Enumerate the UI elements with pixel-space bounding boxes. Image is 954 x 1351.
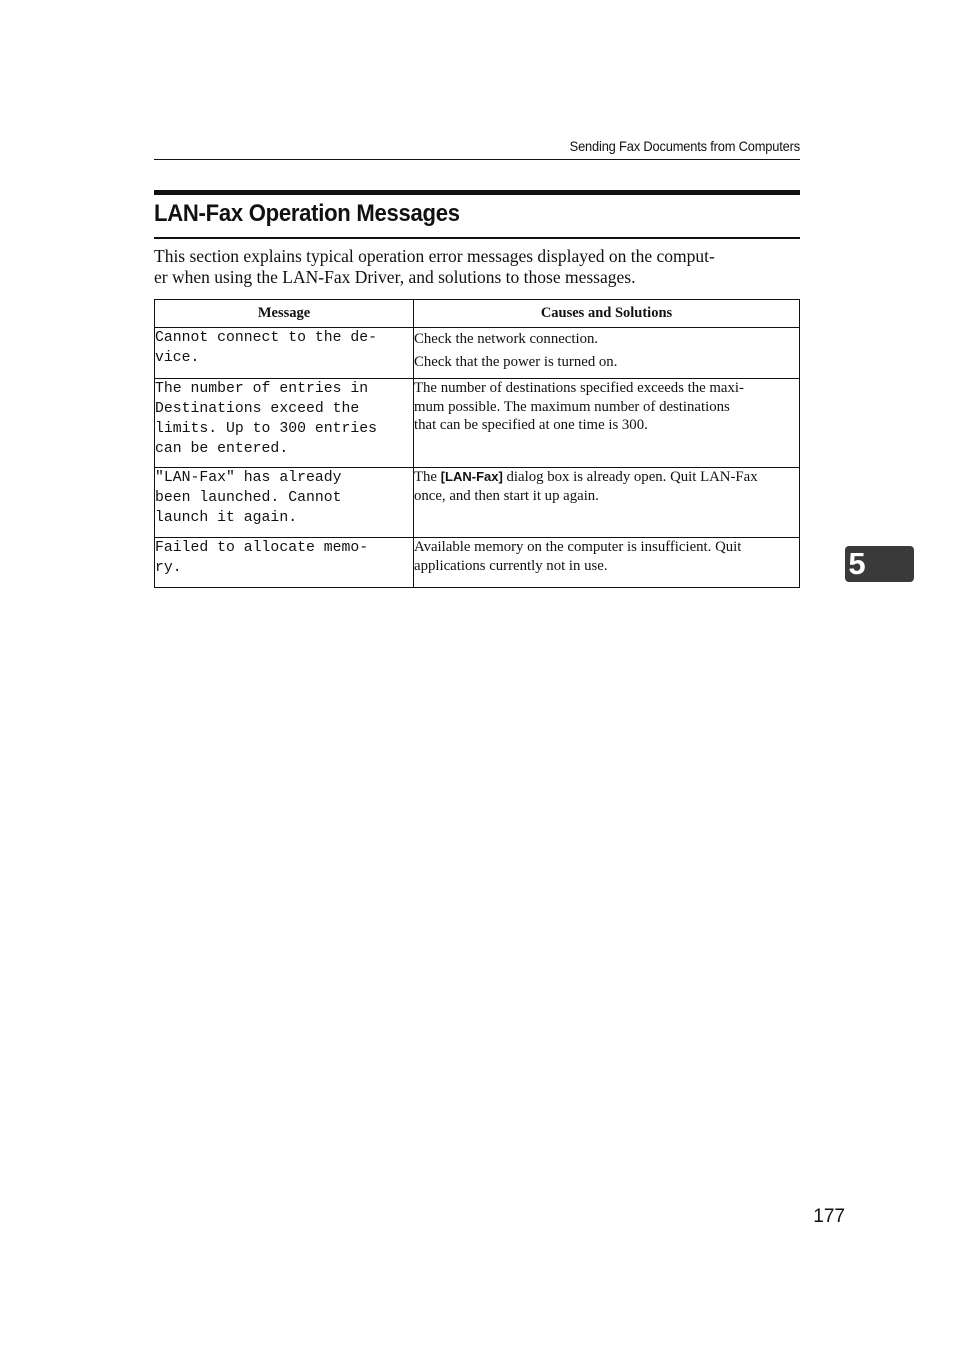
section-title: LAN-Fax Operation Messages — [154, 200, 460, 227]
table-row — [155, 328, 800, 379]
message-line: limits. Up to 300 entries — [155, 421, 377, 437]
message-line: ry. — [155, 560, 182, 576]
solution-line: once, and then start it up again. — [414, 487, 599, 504]
solution-cell — [414, 538, 800, 588]
solution-line: mum possible. The maximum number of destinations — [414, 398, 730, 415]
message-cell — [155, 538, 414, 588]
solution-line: applications currently not in use. — [414, 557, 608, 574]
message-line: launch it again. — [155, 510, 298, 526]
solution-cell — [414, 328, 800, 379]
messages-table — [154, 299, 800, 588]
message-cell — [155, 468, 414, 538]
message-cell — [155, 328, 414, 379]
column-header-message: Message — [155, 300, 414, 328]
intro-line: er when using the LAN-Fax Driver, and solutions to those messages. — [154, 267, 636, 287]
section-title-bottom-rule — [154, 237, 800, 239]
table-row — [155, 379, 800, 468]
solution-line: Check that the power is turned on. — [414, 353, 618, 370]
intro-paragraph — [154, 246, 800, 288]
solution-line: The number of destinations specified exceeds the maxi- — [414, 380, 744, 396]
header-divider — [154, 159, 800, 160]
message-line: The number of entries in — [155, 381, 369, 397]
dialog-name-label: [LAN-Fax] — [440, 469, 503, 484]
message-line: Cannot connect to the de- — [155, 330, 377, 346]
message-line: "LAN-Fax" has already — [155, 470, 342, 486]
table-row — [155, 468, 800, 538]
solution-text: dialog box is already open. Quit LAN-Fax — [502, 469, 758, 485]
message-line: Failed to allocate memo- — [155, 540, 369, 556]
solution-line: Available memory on the computer is insufficient. Quit — [414, 539, 742, 555]
intro-line: This section explains typical operation error messages displayed on the comput- — [154, 246, 715, 266]
solution-cell — [414, 379, 800, 468]
message-line: can be entered. — [155, 441, 289, 457]
column-header-solution: Causes and Solutions — [414, 300, 800, 328]
solution-line: that can be specified at one time is 300. — [414, 417, 648, 433]
message-line: Destinations exceed the — [155, 401, 360, 417]
solution-line — [414, 468, 799, 487]
message-cell — [155, 379, 414, 468]
message-line: been launched. Cannot — [155, 490, 342, 506]
section-title-top-rule — [154, 190, 800, 195]
chapter-number: 5 — [848, 546, 866, 581]
running-header: Sending Fax Documents from Computers — [569, 138, 800, 154]
table-row — [155, 538, 800, 588]
message-line: vice. — [155, 350, 200, 366]
solution-cell — [414, 468, 800, 538]
chapter-tab — [845, 546, 914, 582]
page-number: 177 — [813, 1206, 845, 1227]
solution-text: The — [414, 469, 441, 485]
solution-line: Check the network connection. — [414, 331, 599, 347]
table-header-row — [155, 300, 800, 328]
